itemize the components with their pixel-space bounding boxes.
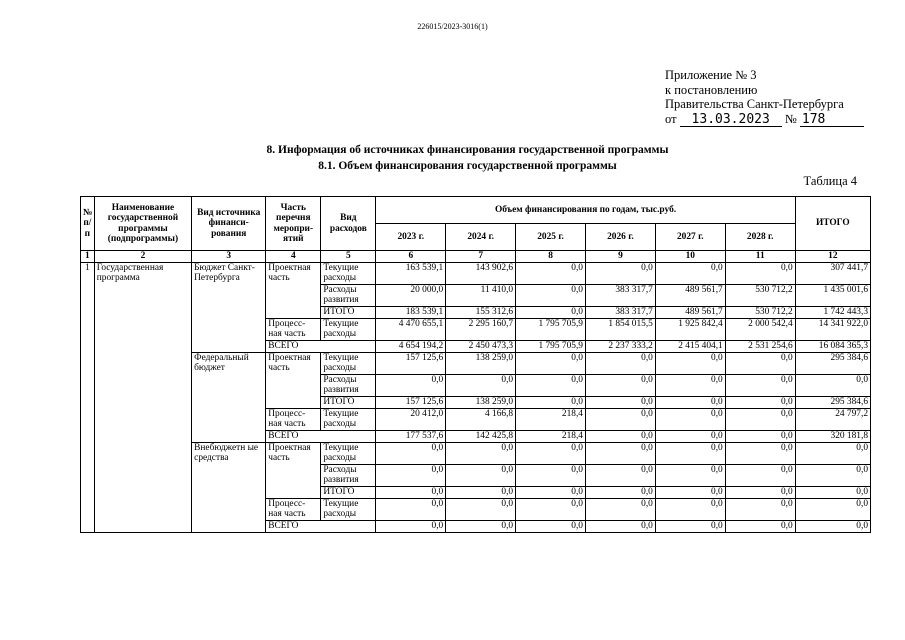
value-cell: 155 312,6: [446, 306, 516, 318]
value-cell: 0,0: [655, 486, 725, 498]
value-cell: 0,0: [725, 464, 795, 486]
column-index: 11: [725, 251, 795, 263]
header-source: Вид источника финанси-рования: [192, 197, 266, 251]
value-cell: 0,0: [655, 262, 725, 284]
value-cell: 2 000 542,4: [725, 318, 795, 340]
value-cell: 0,0: [655, 430, 725, 442]
expense-type: Текущие расходы: [321, 442, 376, 464]
part-process: Процесс-ная часть: [266, 498, 321, 520]
part-project: Проектная часть: [266, 262, 321, 318]
value-cell: 0,0: [655, 498, 725, 520]
value-cell: 0,0: [725, 430, 795, 442]
value-cell: 0,0: [655, 408, 725, 430]
funding-source: Внебюджетн ые средства: [192, 442, 266, 532]
decree-date: 13.03.2023: [680, 113, 782, 127]
value-cell: 0,0: [585, 262, 655, 284]
expense-type: Расходы развития: [321, 464, 376, 486]
value-cell: 0,0: [725, 262, 795, 284]
value-cell: 142 425,8: [446, 430, 516, 442]
value-cell: 0,0: [516, 520, 586, 532]
value-cell: 0,0: [446, 486, 516, 498]
value-cell: 4 166,8: [446, 408, 516, 430]
appendix-block: [665, 68, 864, 127]
total-cell: 0,0: [795, 520, 870, 532]
total-cell: 24 797,2: [795, 408, 870, 430]
funding-source: Федеральный бюджет: [192, 352, 266, 442]
part-project: Проектная часть: [266, 442, 321, 498]
header-num: № п/п: [81, 197, 95, 251]
row-label-total: ВСЕГО: [266, 520, 376, 532]
value-cell: 0,0: [585, 408, 655, 430]
value-cell: 0,0: [725, 396, 795, 408]
value-cell: 138 259,0: [446, 352, 516, 374]
value-cell: 163 539,1: [376, 262, 446, 284]
value-cell: 489 561,7: [655, 306, 725, 318]
value-cell: 157 125,6: [376, 352, 446, 374]
row-label-total: ВСЕГО: [266, 430, 376, 442]
column-index: 2: [94, 251, 191, 263]
value-cell: 0,0: [585, 430, 655, 442]
header-year: 2026 г.: [585, 224, 655, 251]
value-cell: 0,0: [655, 464, 725, 486]
expense-type: Текущие расходы: [321, 352, 376, 374]
expense-type: ИТОГО: [321, 306, 376, 318]
value-cell: 2 450 473,3: [446, 340, 516, 352]
value-cell: 0,0: [585, 520, 655, 532]
part-process: Процесс-ная часть: [266, 408, 321, 430]
row-number: 1: [81, 262, 95, 532]
value-cell: 0,0: [516, 498, 586, 520]
appendix-line-2: к постановлению: [665, 82, 758, 97]
value-cell: 20 000,0: [376, 284, 446, 306]
value-cell: 0,0: [376, 520, 446, 532]
total-cell: 1 435 001,6: [795, 284, 870, 306]
table-label: Таблица 4: [803, 174, 857, 188]
financing-table: [80, 196, 871, 533]
value-cell: 0,0: [446, 464, 516, 486]
value-cell: 0,0: [725, 520, 795, 532]
value-cell: 489 561,7: [655, 284, 725, 306]
column-index: 6: [376, 251, 446, 263]
expense-type: ИТОГО: [321, 486, 376, 498]
value-cell: 0,0: [585, 464, 655, 486]
total-cell: 307 441,7: [795, 262, 870, 284]
header-part: Часть перечня меропри-ятий: [266, 197, 321, 251]
value-cell: 2 237 333,2: [585, 340, 655, 352]
value-cell: 0,0: [516, 464, 586, 486]
value-cell: 0,0: [446, 498, 516, 520]
value-cell: 0,0: [585, 442, 655, 464]
value-cell: 218,4: [516, 408, 586, 430]
value-cell: 183 539,1: [376, 306, 446, 318]
total-cell: 295 384,6: [795, 352, 870, 374]
funding-source: Бюджет Санкт-Петербурга: [192, 262, 266, 352]
table-row: [81, 352, 871, 374]
value-cell: 218,4: [516, 430, 586, 442]
value-cell: 0,0: [376, 442, 446, 464]
header-year: 2024 г.: [446, 224, 516, 251]
part-process: Процесс-ная часть: [266, 318, 321, 340]
program-name: Государственная программа: [94, 262, 191, 532]
value-cell: 0,0: [516, 262, 586, 284]
value-cell: 383 317,7: [585, 284, 655, 306]
value-cell: 0,0: [725, 408, 795, 430]
value-cell: 530 712,2: [725, 284, 795, 306]
section-title: 8. Информация об источниках финансирования государственной программы: [266, 144, 669, 156]
column-index: 9: [585, 251, 655, 263]
subsection-title: 8.1. Объем финансирования государственной программы: [318, 160, 617, 172]
value-cell: 0,0: [655, 374, 725, 396]
appendix-date-line: [665, 112, 864, 127]
value-cell: 11 410,0: [446, 284, 516, 306]
value-cell: 383 317,7: [585, 306, 655, 318]
row-label-total: ВСЕГО: [266, 340, 376, 352]
column-index: 1: [81, 251, 95, 263]
value-cell: 1 854 015,5: [585, 318, 655, 340]
total-cell: 0,0: [795, 442, 870, 464]
table-row: [81, 262, 871, 284]
value-cell: 0,0: [446, 442, 516, 464]
header-year: 2028 г.: [725, 224, 795, 251]
total-cell: 0,0: [795, 464, 870, 486]
value-cell: 0,0: [585, 486, 655, 498]
value-cell: 0,0: [516, 284, 586, 306]
value-cell: 0,0: [655, 442, 725, 464]
column-index: 3: [192, 251, 266, 263]
total-cell: 0,0: [795, 374, 870, 396]
value-cell: 0,0: [585, 498, 655, 520]
column-index: 8: [516, 251, 586, 263]
column-index: 10: [655, 251, 725, 263]
expense-type: Текущие расходы: [321, 408, 376, 430]
header-name: Наименование государственной программы (подпрограммы): [94, 197, 191, 251]
column-index: 4: [266, 251, 321, 263]
column-index: 5: [321, 251, 376, 263]
value-cell: 157 125,6: [376, 396, 446, 408]
total-cell: 0,0: [795, 486, 870, 498]
expense-type: Текущие расходы: [321, 262, 376, 284]
expense-type: ИТОГО: [321, 396, 376, 408]
part-project: Проектная часть: [266, 352, 321, 408]
value-cell: 177 537,6: [376, 430, 446, 442]
header-volume: Объем финансирования по годам, тыс.руб.: [376, 197, 795, 224]
value-cell: 0,0: [516, 486, 586, 498]
value-cell: 20 412,0: [376, 408, 446, 430]
total-cell: 16 084 365,3: [795, 340, 870, 352]
value-cell: 0,0: [376, 464, 446, 486]
value-cell: 0,0: [655, 352, 725, 374]
value-cell: 0,0: [516, 396, 586, 408]
column-index: 7: [446, 251, 516, 263]
value-cell: 0,0: [585, 352, 655, 374]
value-cell: 0,0: [655, 520, 725, 532]
value-cell: 0,0: [376, 498, 446, 520]
value-cell: 0,0: [516, 306, 586, 318]
header-year: 2023 г.: [376, 224, 446, 251]
header-year: 2027 г.: [655, 224, 725, 251]
value-cell: 138 259,0: [446, 396, 516, 408]
document-number: 226015/2023-3016(1): [417, 22, 488, 31]
expense-type: Расходы развития: [321, 284, 376, 306]
from-label: от: [665, 111, 677, 126]
value-cell: 2 295 160,7: [446, 318, 516, 340]
total-cell: 14 341 922,0: [795, 318, 870, 340]
value-cell: 143 902,6: [446, 262, 516, 284]
header-total: ИТОГО: [795, 197, 870, 251]
value-cell: 0,0: [446, 520, 516, 532]
expense-type: Расходы развития: [321, 374, 376, 396]
header-expense-type: Вид расходов: [321, 197, 376, 251]
value-cell: 0,0: [725, 352, 795, 374]
expense-type: Текущие расходы: [321, 318, 376, 340]
value-cell: 0,0: [585, 374, 655, 396]
appendix-line-1: Приложение № 3: [665, 68, 757, 82]
value-cell: 1 925 842,4: [655, 318, 725, 340]
value-cell: 2 531 254,6: [725, 340, 795, 352]
value-cell: 0,0: [516, 442, 586, 464]
value-cell: 0,0: [446, 374, 516, 396]
value-cell: 0,0: [585, 396, 655, 408]
value-cell: 1 795 705,9: [516, 318, 586, 340]
value-cell: 0,0: [516, 352, 586, 374]
value-cell: 4 654 194,2: [376, 340, 446, 352]
total-cell: 320 181,8: [795, 430, 870, 442]
total-cell: 0,0: [795, 498, 870, 520]
value-cell: 0,0: [376, 374, 446, 396]
value-cell: 0,0: [516, 374, 586, 396]
value-cell: 0,0: [655, 396, 725, 408]
value-cell: 2 415 404,1: [655, 340, 725, 352]
decree-number: 178: [800, 113, 864, 127]
appendix-line-3: Правительства Санкт-Петербурга: [665, 97, 844, 111]
value-cell: 0,0: [725, 442, 795, 464]
value-cell: 0,0: [725, 498, 795, 520]
header-year: 2025 г.: [516, 224, 586, 251]
value-cell: 0,0: [725, 486, 795, 498]
column-index: 12: [795, 251, 870, 263]
value-cell: 530 712,2: [725, 306, 795, 318]
number-label: №: [784, 111, 797, 126]
expense-type: Текущие расходы: [321, 498, 376, 520]
value-cell: 4 470 655,1: [376, 318, 446, 340]
value-cell: 1 795 705,9: [516, 340, 586, 352]
total-cell: 1 742 443,3: [795, 306, 870, 318]
value-cell: 0,0: [376, 486, 446, 498]
total-cell: 295 384,6: [795, 396, 870, 408]
value-cell: 0,0: [725, 374, 795, 396]
table-row: [81, 442, 871, 464]
